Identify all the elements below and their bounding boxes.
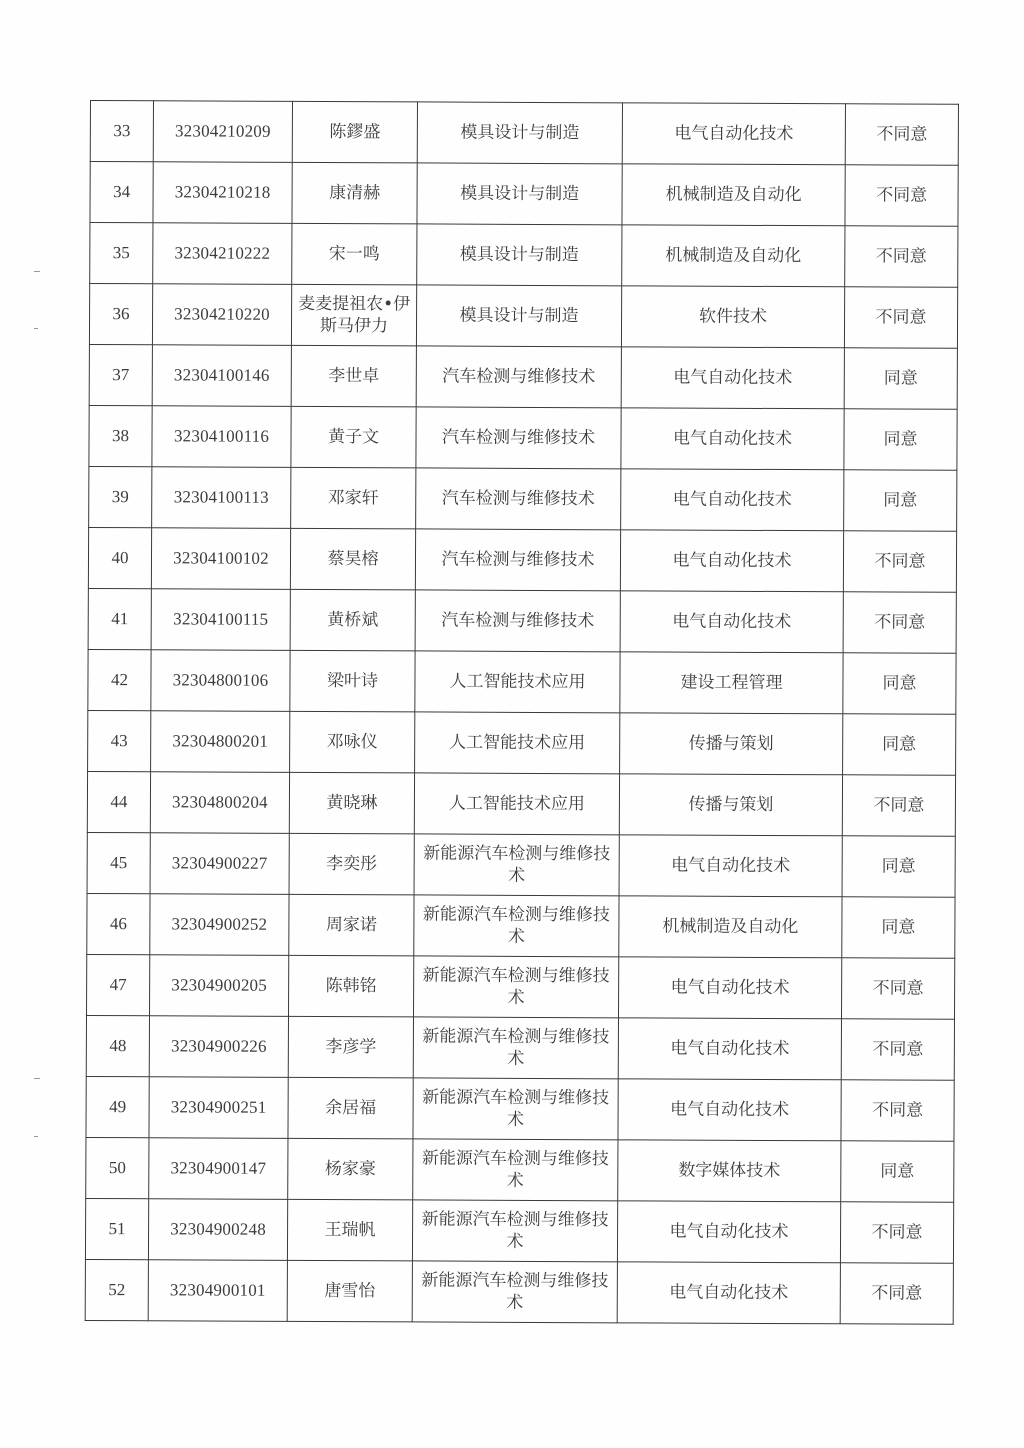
table-row bbox=[89, 466, 957, 531]
student-name-cell bbox=[291, 345, 416, 407]
result-cell: 不同意 bbox=[841, 1019, 954, 1080]
original-major-cell: 模具设计与制造 bbox=[417, 163, 622, 225]
result-cell: 同意 bbox=[843, 653, 956, 714]
student-name-cell bbox=[292, 223, 417, 285]
row-number-cell: 46 bbox=[87, 893, 150, 954]
original-major-cell: 新能源汽车检测与维修技术 bbox=[413, 1017, 618, 1079]
original-major-cell: 汽车检测与维修技术 bbox=[415, 590, 620, 652]
student-name: 陈韩铭 bbox=[325, 976, 377, 997]
student-id-cell: 32304100113 bbox=[152, 467, 291, 529]
student-name: 陈鏐盛 bbox=[329, 122, 381, 143]
student-name-cell bbox=[291, 284, 416, 346]
scan-speck bbox=[34, 271, 40, 272]
student-id-cell: 32304900147 bbox=[149, 1138, 288, 1200]
result-cell: 不同意 bbox=[842, 775, 955, 836]
result-cell: 不同意 bbox=[841, 1080, 954, 1141]
table-row bbox=[88, 588, 956, 653]
table-row bbox=[88, 527, 956, 592]
student-id-cell: 32304100115 bbox=[151, 589, 290, 651]
student-name-cell bbox=[287, 1199, 412, 1261]
table-row bbox=[90, 101, 958, 166]
table-row bbox=[87, 771, 955, 836]
target-major-cell: 电气自动化技术 bbox=[620, 591, 843, 653]
table-row bbox=[86, 1137, 954, 1202]
table-row bbox=[89, 344, 957, 409]
student-name-cell bbox=[290, 650, 415, 712]
target-major-cell: 电气自动化技术 bbox=[619, 957, 842, 1019]
target-major-cell: 电气自动化技术 bbox=[619, 835, 842, 897]
row-number-cell: 35 bbox=[90, 223, 153, 284]
original-major-cell: 新能源汽车检测与维修技术 bbox=[413, 1139, 618, 1201]
original-major-cell: 人工智能技术应用 bbox=[414, 773, 619, 835]
row-number-cell: 33 bbox=[90, 101, 153, 162]
target-major-cell: 电气自动化技术 bbox=[621, 469, 844, 531]
original-major-cell: 人工智能技术应用 bbox=[415, 651, 620, 713]
original-major-cell: 人工智能技术应用 bbox=[415, 712, 620, 774]
student-name: 杨家豪 bbox=[324, 1159, 376, 1180]
student-name: 周家诺 bbox=[325, 915, 377, 936]
row-number-cell: 39 bbox=[89, 466, 152, 527]
student-id-cell: 32304900226 bbox=[149, 1016, 288, 1078]
student-name-cell bbox=[292, 162, 417, 224]
student-name-cell bbox=[291, 467, 416, 529]
student-name-cell bbox=[288, 1077, 413, 1139]
row-number-cell: 49 bbox=[86, 1076, 149, 1137]
target-major-cell: 电气自动化技术 bbox=[618, 1079, 841, 1141]
row-number-cell: 36 bbox=[89, 284, 152, 345]
table-row bbox=[85, 1259, 953, 1324]
result-cell: 不同意 bbox=[843, 531, 956, 592]
table-row bbox=[87, 954, 955, 1019]
table-row bbox=[86, 1076, 954, 1141]
result-cell: 同意 bbox=[841, 1141, 954, 1202]
result-cell: 同意 bbox=[844, 470, 957, 531]
student-id-cell: 32304900248 bbox=[148, 1199, 287, 1261]
result-cell: 不同意 bbox=[845, 104, 958, 165]
row-number-cell: 52 bbox=[85, 1259, 148, 1320]
student-name: 黄子文 bbox=[327, 427, 380, 448]
table-row bbox=[86, 1015, 954, 1080]
target-major-cell: 机械制造及自动化 bbox=[622, 225, 845, 287]
student-name: 宋一鸣 bbox=[328, 244, 380, 265]
student-name-cell bbox=[290, 528, 415, 590]
student-id-cell: 32304210218 bbox=[153, 162, 292, 224]
result-cell: 不同意 bbox=[844, 287, 957, 348]
target-major-cell: 电气自动化技术 bbox=[617, 1262, 840, 1324]
student-id-cell: 32304800204 bbox=[150, 772, 289, 834]
student-name: 李奕彤 bbox=[326, 854, 378, 875]
target-major-cell: 电气自动化技术 bbox=[621, 347, 844, 409]
student-name: 麦麦提祖农•伊斯马伊力 bbox=[298, 293, 411, 337]
result-cell: 不同意 bbox=[845, 226, 958, 287]
student-name-cell bbox=[289, 833, 414, 895]
table-row bbox=[87, 893, 955, 958]
student-name: 李彦学 bbox=[325, 1037, 377, 1058]
result-cell: 不同意 bbox=[845, 165, 958, 226]
scan-speck bbox=[34, 1136, 38, 1137]
table-row bbox=[85, 1198, 953, 1263]
result-cell: 同意 bbox=[842, 836, 955, 897]
student-id-cell: 32304900227 bbox=[150, 833, 289, 895]
table-row bbox=[88, 710, 956, 775]
original-major-cell: 汽车检测与维修技术 bbox=[416, 407, 621, 469]
student-id-cell: 32304900205 bbox=[150, 955, 289, 1017]
student-name: 黄晓琳 bbox=[326, 793, 378, 814]
original-major-cell: 汽车检测与维修技术 bbox=[415, 529, 620, 591]
row-number-cell: 51 bbox=[85, 1198, 148, 1259]
target-major-cell: 机械制造及自动化 bbox=[619, 896, 842, 958]
student-name: 康清赫 bbox=[329, 183, 381, 204]
target-major-cell: 电气自动化技术 bbox=[620, 530, 843, 592]
table-row bbox=[89, 405, 957, 470]
student-name: 王瑞帆 bbox=[324, 1220, 376, 1241]
student-id-cell: 32304210222 bbox=[153, 223, 292, 285]
target-major-cell: 传播与策划 bbox=[620, 713, 843, 775]
row-number-cell: 34 bbox=[90, 162, 153, 223]
transfer-table bbox=[85, 100, 959, 1325]
result-cell: 不同意 bbox=[841, 958, 954, 1019]
student-name: 蔡昊榕 bbox=[327, 549, 379, 570]
result-cell: 同意 bbox=[844, 409, 957, 470]
target-major-cell: 电气自动化技术 bbox=[621, 408, 844, 470]
student-name: 唐雪怡 bbox=[324, 1281, 376, 1302]
table-row bbox=[87, 832, 955, 897]
result-cell: 不同意 bbox=[843, 592, 956, 653]
original-major-cell: 新能源汽车检测与维修技术 bbox=[412, 1200, 617, 1262]
student-id-cell: 32304800106 bbox=[151, 650, 290, 712]
original-major-cell: 新能源汽车检测与维修技术 bbox=[412, 1261, 617, 1323]
original-major-cell: 新能源汽车检测与维修技术 bbox=[414, 834, 619, 896]
student-name-cell bbox=[288, 1138, 413, 1200]
student-name-cell bbox=[287, 1260, 412, 1322]
row-number-cell: 48 bbox=[86, 1015, 149, 1076]
student-id-cell: 32304900252 bbox=[150, 894, 289, 956]
student-id-cell: 32304900251 bbox=[149, 1077, 288, 1139]
table-row bbox=[90, 162, 958, 227]
result-cell: 同意 bbox=[842, 897, 955, 958]
student-name: 李世卓 bbox=[328, 366, 380, 387]
result-cell: 不同意 bbox=[840, 1263, 953, 1324]
scan-speck bbox=[34, 328, 38, 329]
target-major-cell: 数字媒体技术 bbox=[618, 1140, 841, 1202]
row-number-cell: 40 bbox=[88, 527, 151, 588]
student-name-cell bbox=[289, 772, 414, 834]
scan-speck bbox=[34, 1078, 40, 1079]
original-major-cell: 模具设计与制造 bbox=[416, 285, 621, 347]
student-name-cell bbox=[290, 589, 415, 651]
student-name: 邓家轩 bbox=[327, 488, 379, 509]
original-major-cell: 汽车检测与维修技术 bbox=[416, 346, 621, 408]
original-major-cell: 模具设计与制造 bbox=[417, 102, 622, 164]
result-cell: 同意 bbox=[844, 348, 957, 409]
row-number-cell: 44 bbox=[87, 771, 150, 832]
original-major-cell: 新能源汽车检测与维修技术 bbox=[413, 1078, 618, 1140]
target-major-cell: 传播与策划 bbox=[619, 774, 842, 836]
student-name: 邓咏仪 bbox=[326, 732, 378, 753]
original-major-cell: 汽车检测与维修技术 bbox=[416, 468, 621, 530]
target-major-cell: 电气自动化技术 bbox=[618, 1018, 841, 1080]
student-id-cell: 32304100146 bbox=[152, 345, 291, 407]
row-number-cell: 41 bbox=[88, 588, 151, 649]
student-name-cell bbox=[291, 406, 416, 468]
target-major-cell: 电气自动化技术 bbox=[617, 1201, 840, 1263]
result-cell: 同意 bbox=[843, 714, 956, 775]
row-number-cell: 50 bbox=[86, 1137, 149, 1198]
result-cell: 不同意 bbox=[840, 1202, 953, 1263]
student-name-cell bbox=[288, 1016, 413, 1078]
row-number-cell: 37 bbox=[89, 344, 152, 405]
target-major-cell: 电气自动化技术 bbox=[622, 103, 845, 165]
student-name-cell bbox=[289, 894, 414, 956]
student-name: 黄桥斌 bbox=[327, 610, 379, 631]
target-major-cell: 建设工程管理 bbox=[620, 652, 843, 714]
table-row bbox=[89, 284, 957, 349]
student-id-cell: 32304100116 bbox=[152, 406, 291, 468]
student-name-cell bbox=[290, 711, 415, 773]
row-number-cell: 47 bbox=[87, 954, 150, 1015]
student-id-cell: 32304800201 bbox=[151, 711, 290, 773]
student-id-cell: 32304210220 bbox=[152, 284, 291, 346]
row-number-cell: 43 bbox=[88, 710, 151, 771]
table-row bbox=[90, 223, 958, 288]
student-name-cell bbox=[292, 101, 417, 163]
target-major-cell: 机械制造及自动化 bbox=[622, 164, 845, 226]
student-name: 梁叶诗 bbox=[326, 671, 379, 692]
row-number-cell: 38 bbox=[89, 405, 152, 466]
row-number-cell: 45 bbox=[87, 832, 150, 893]
target-major-cell: 软件技术 bbox=[621, 286, 844, 348]
student-id-cell: 32304900101 bbox=[148, 1260, 287, 1322]
student-id-cell: 32304210209 bbox=[153, 101, 292, 163]
student-name: 余居福 bbox=[325, 1098, 377, 1119]
student-name-cell bbox=[289, 955, 414, 1017]
student-id-cell: 32304100102 bbox=[151, 528, 290, 590]
table-row bbox=[88, 649, 956, 714]
original-major-cell: 新能源汽车检测与维修技术 bbox=[414, 956, 619, 1018]
row-number-cell: 42 bbox=[88, 649, 151, 710]
original-major-cell: 新能源汽车检测与维修技术 bbox=[414, 895, 619, 957]
original-major-cell: 模具设计与制造 bbox=[417, 224, 622, 286]
